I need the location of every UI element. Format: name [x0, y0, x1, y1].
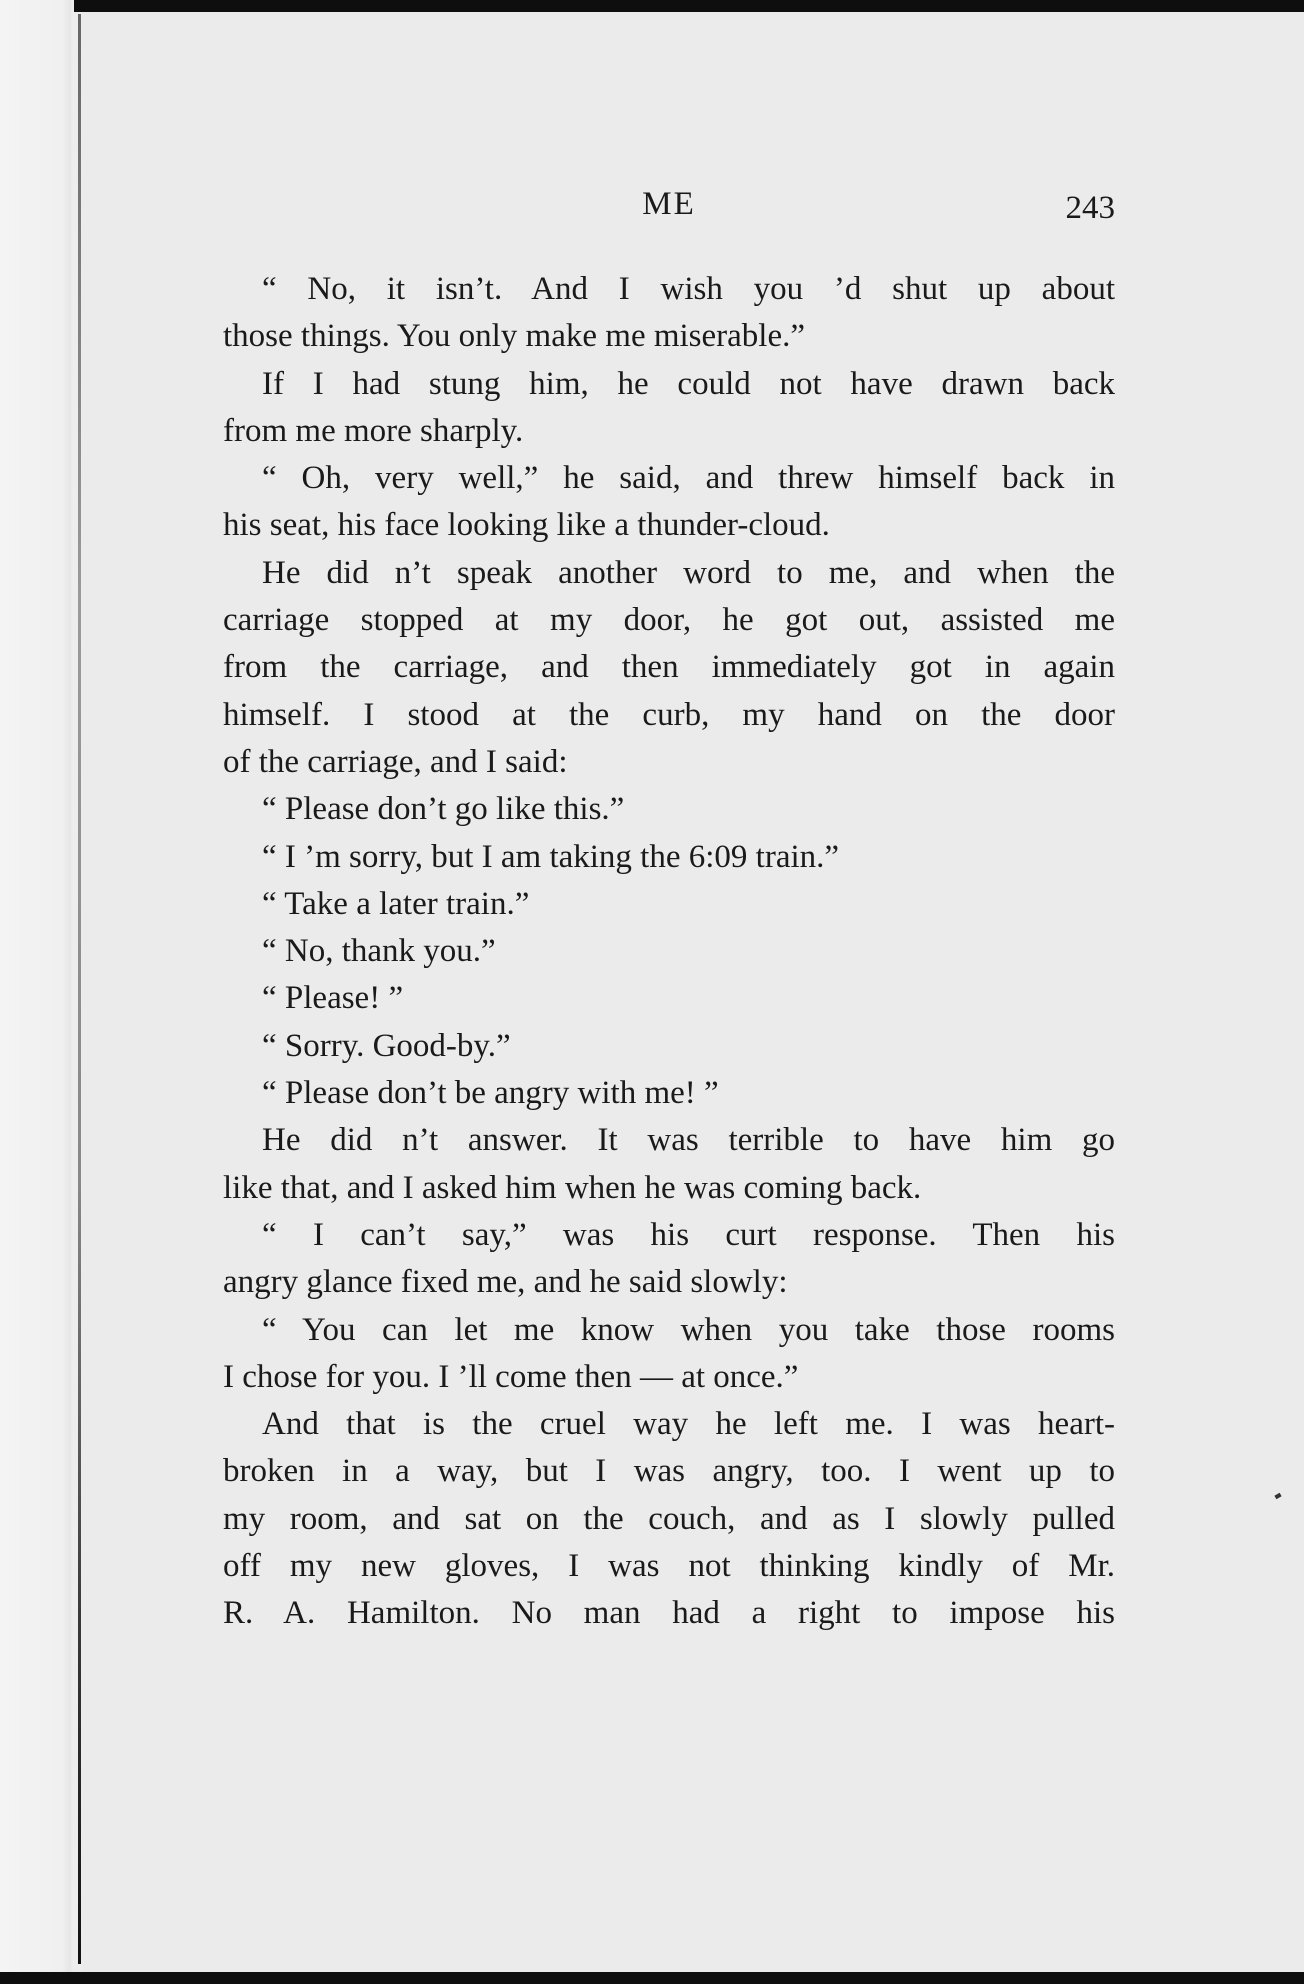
text-line: broken in a way, but I was angry, too. I went up to	[223, 1453, 1115, 1490]
text-line: “ I can’t say,” was his curt response. Then his	[262, 1216, 1115, 1253]
running-title: ME	[642, 186, 696, 222]
text-line: from the carriage, and then immediately got in again	[223, 649, 1115, 686]
text-line: “ Sorry. Good-by.”	[262, 1027, 511, 1064]
text-line: “ Please don’t go like this.”	[262, 791, 625, 828]
text-line: And that is the cruel way he left me. I was heart-	[262, 1406, 1115, 1443]
text-line: carriage stopped at my door, he got out, assisted me	[223, 602, 1115, 639]
text-line: “ I ’m sorry, but I am taking the 6:09 train.”	[262, 838, 840, 875]
page-number: 243	[1065, 190, 1115, 226]
text-line: “ You can let me know when you take those rooms	[262, 1311, 1115, 1348]
text-line: He did n’t answer. It was terrible to have him go	[262, 1122, 1115, 1159]
running-head	[223, 186, 1115, 236]
text-line: “ No, it isn’t. And I wish you ’d shut up about	[262, 271, 1115, 307]
scan-left-margin	[0, 0, 74, 1984]
text-line: my room, and sat on the couch, and as I slowly pulled	[223, 1500, 1115, 1537]
text-line: I chose for you. I ’ll come then — at once.”	[223, 1358, 799, 1395]
text-line: “ No, thank you.”	[262, 933, 496, 970]
text-line: “ Oh, very well,” he said, and threw himself back in	[262, 460, 1115, 497]
text-line: R. A. Hamilton. No man had a right to impose his	[223, 1595, 1115, 1632]
text-line: “ Please don’t be angry with me! ”	[262, 1075, 719, 1112]
binding-edge	[78, 14, 81, 1964]
text-line: “ Please! ”	[262, 980, 404, 1017]
text-line: of the carriage, and I said:	[223, 743, 568, 780]
text-line: like that, and I asked him when he was coming back.	[223, 1169, 922, 1206]
text-line: off my new gloves, I was not thinking kindly of Mr.	[223, 1548, 1115, 1585]
text-line: angry glance fixed me, and he said slowly:	[223, 1264, 788, 1301]
text-line: those things. You only make me miserable.”	[223, 318, 806, 355]
text-line: If I had stung him, he could not have drawn back	[262, 365, 1115, 402]
scan-top-edge	[0, 0, 1304, 12]
text-line: “ Take a later train.”	[262, 885, 530, 922]
scan-bottom-edge	[0, 1972, 1304, 1984]
text-line: himself. I stood at the curb, my hand on the door	[223, 696, 1115, 733]
body-text	[223, 266, 1115, 1638]
text-line: from me more sharply.	[223, 412, 524, 449]
text-line: He did n’t speak another word to me, and when the	[262, 554, 1115, 591]
text-line: his seat, his face looking like a thunder-cloud.	[223, 507, 830, 544]
